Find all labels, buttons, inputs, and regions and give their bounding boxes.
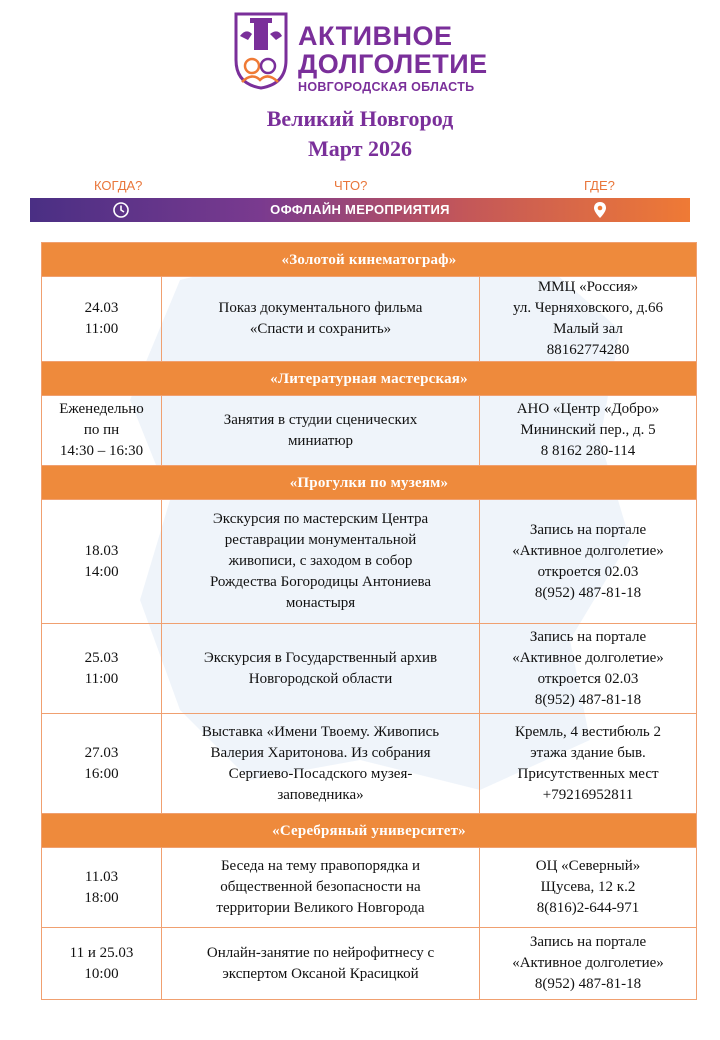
event-what: Беседа на тему правопорядка и общественной безопасности на территории Великого Новгорода	[162, 848, 480, 928]
section-header-row	[42, 243, 697, 277]
event-when: 27.03 16:00	[42, 714, 162, 814]
logo-emblem-icon	[232, 10, 290, 90]
event-what: Экскурсия по мастерским Центра реставрации монументальной живописи, с заходом в собор Рождества Богородицы Антониева монастыря	[162, 500, 480, 624]
event-when: 11.03 18:00	[42, 848, 162, 928]
event-what: Показ документального фильма «Спасти и сохранить»	[162, 277, 480, 362]
logo-text-line3: НОВГОРОДСКАЯ ОБЛАСТЬ	[298, 80, 475, 94]
logo-text-line1: АКТИВНОЕ	[298, 21, 453, 51]
section-header-row	[42, 362, 697, 396]
city-title: Великий Новгород	[266, 106, 454, 131]
event-where: АНО «Центр «Добро» Мининский пер., д. 5 8 8162 280-114	[480, 396, 697, 466]
event-when: 11 и 25.03 10:00	[42, 928, 162, 1000]
event-where: ОЦ «Северный» Щусева, 12 к.2 8(816)2-644-971	[480, 848, 697, 928]
event-row	[42, 624, 697, 714]
event-when: 18.03 14:00	[42, 500, 162, 624]
event-row	[42, 714, 697, 814]
column-label-what: ЧТО?	[334, 178, 368, 193]
event-row	[42, 500, 697, 624]
section-title: «Литературная мастерская»	[42, 362, 697, 396]
event-when: 24.03 11:00	[42, 277, 162, 362]
event-row	[42, 928, 697, 1000]
event-where: Запись на портале «Активное долголетие» 8(952) 487-81-18	[480, 928, 697, 1000]
location-pin-icon	[592, 201, 608, 219]
event-where: Кремль, 4 вестибюль 2 этажа здание быв. Присутственных мест +79216952811	[480, 714, 697, 814]
section-header-row	[42, 814, 697, 848]
event-where: Запись на портале «Активное долголетие» откроется 02.03 8(952) 487-81-18	[480, 624, 697, 714]
event-what: Выставка «Имени Твоему. Живопись Валерия Харитонова. Из собрания Сергиево-Посадского музея- заповедника»	[162, 714, 480, 814]
schedule-table	[41, 242, 697, 1000]
section-title: «Золотой кинематограф»	[42, 243, 697, 277]
event-row	[42, 277, 697, 362]
banner-title: ОФФЛАЙН МЕРОПРИЯТИЯ	[270, 202, 450, 217]
column-label-when: КОГДА?	[94, 178, 143, 193]
event-row	[42, 848, 697, 928]
event-what: Занятия в студии сценических миниатюр	[162, 396, 480, 466]
logo	[232, 10, 502, 92]
section-title: «Прогулки по музеям»	[42, 466, 697, 500]
event-when: Еженедельно по пн 14:30 – 16:30	[42, 396, 162, 466]
month-title: Март 2026	[307, 136, 413, 161]
event-row	[42, 396, 697, 466]
event-what: Экскурсия в Государственный архив Новгородской области	[162, 624, 480, 714]
event-where: Запись на портале «Активное долголетие» откроется 02.03 8(952) 487-81-18	[480, 500, 697, 624]
offline-events-banner	[30, 198, 690, 222]
event-what: Онлайн-занятие по нейрофитнесу с экспертом Оксаной Красицкой	[162, 928, 480, 1000]
logo-text-line2: ДОЛГОЛЕТИЕ	[298, 49, 488, 79]
section-title: «Серебряный университет»	[42, 814, 697, 848]
section-header-row	[42, 466, 697, 500]
event-when: 25.03 11:00	[42, 624, 162, 714]
event-where: ММЦ «Россия» ул. Черняховского, д.66 Малый зал 88162774280	[480, 277, 697, 362]
column-label-where: ГДЕ?	[584, 178, 615, 193]
